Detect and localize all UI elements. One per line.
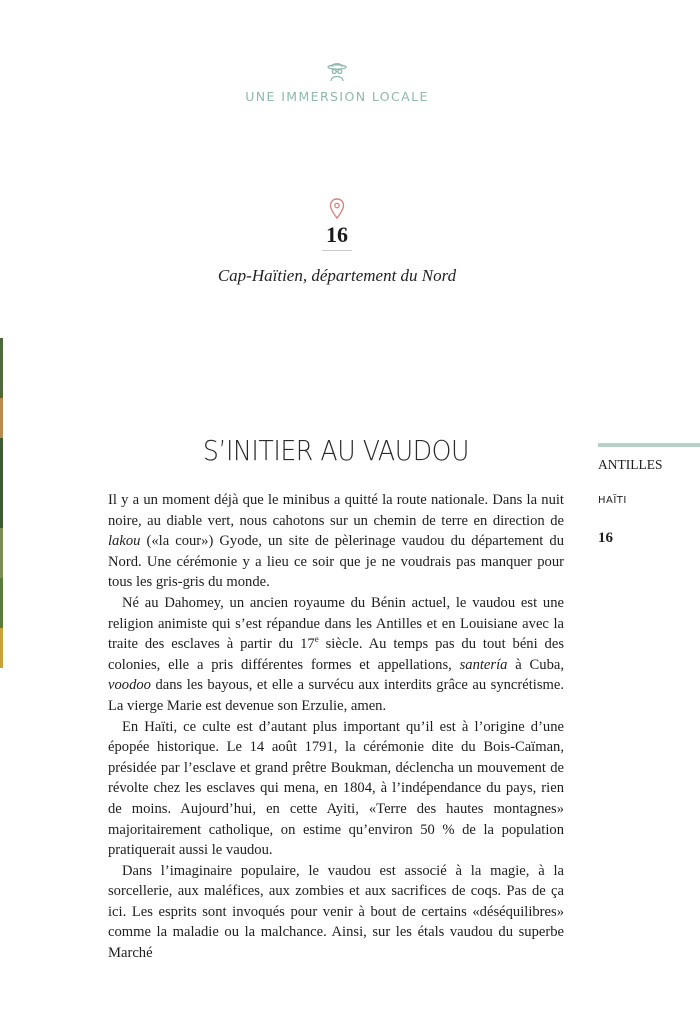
text-run: dans les bayous, et elle a survécu aux interdits grâce au syncrétisme. La vierge Marie est devenue son Erzulie, amen.	[108, 677, 564, 714]
text-run: Dans l’imaginaire populaire, le vaudou est associé à la magie, à la sorcellerie, aux maléfices, aux zombies et aux sacrifices de coqs. Pas de ça ici. Les esprits sont invoqués pour venir à bout de certains «déséquilibres» comme la maladie ou la malchance. Ainsi, sur les étals vaudou du superbe Marché	[108, 862, 564, 962]
sidebar-country: HAÏTI	[598, 495, 627, 506]
local-person-icon	[326, 60, 348, 82]
italic-term: santería	[459, 656, 508, 673]
italic-term: lakou	[108, 533, 141, 550]
text-run: siècle. Au temps pas du tout béni des colonies, elle a pris différentes formes et appellations,	[108, 636, 564, 673]
cropped-photo-edge	[0, 338, 3, 668]
article-body	[108, 490, 564, 964]
place-number: 16	[326, 222, 348, 247]
sidebar-accent-bar	[598, 443, 700, 447]
article-title: S’INITIER AU VAUDOU	[202, 434, 470, 467]
text-run: à Cuba,	[507, 656, 564, 673]
body-paragraph	[108, 593, 564, 717]
location-subtitle: Cap-Haïtien, département du Nord	[217, 266, 457, 285]
text-run: En Haïti, ce culte est d’autant plus important qu’il est à l’origine d’une épopée historique. Le 14 août 1791, la cérémonie dite du Bois-Caïman, présidée par l’esclave et grand prêtre Boukman, déclencha un mouvement de révolte chez les esclaves qui mena, en 1804, à l’indépendance du pays, rien de moins. Aujourd’hui, en cette Ayiti, «Terre des hautes montagnes» majoritairement catholique, on estime qu’environ 50 % de la population pratiquerait aussi le vaudou.	[108, 718, 564, 859]
sidebar-number: 16	[598, 530, 613, 546]
number-divider	[322, 250, 352, 251]
map-pin-icon	[329, 198, 345, 220]
body-paragraph	[108, 717, 564, 861]
body-paragraph	[108, 490, 564, 593]
text-run: Il y a un moment déjà que le minibus a quitté la route nationale. Dans la nuit noire, au diable vert, nous cahotons sur un chemin de terre en direction de	[108, 492, 564, 529]
section-title: UNE IMMERSION LOCALE	[245, 89, 429, 104]
text-run: Né au Dahomey, un ancien royaume du Bénin actuel, le vaudou est une religion animiste qui s’est répandue dans les Antilles et en Louisiane avec la traite des esclaves à partir du 17	[108, 594, 564, 653]
body-paragraph	[108, 861, 564, 964]
sidebar-region: ANTILLES	[598, 457, 663, 472]
superscript: e	[314, 634, 319, 645]
italic-term: voodoo	[108, 677, 151, 694]
text-run: («la cour») Gyode, un site de pèlerinage vaudou du département du Nord. Une cérémonie y a lieu ce soir que je ne voudrais pas manquer pour tous les gris-gris du monde.	[108, 533, 564, 591]
